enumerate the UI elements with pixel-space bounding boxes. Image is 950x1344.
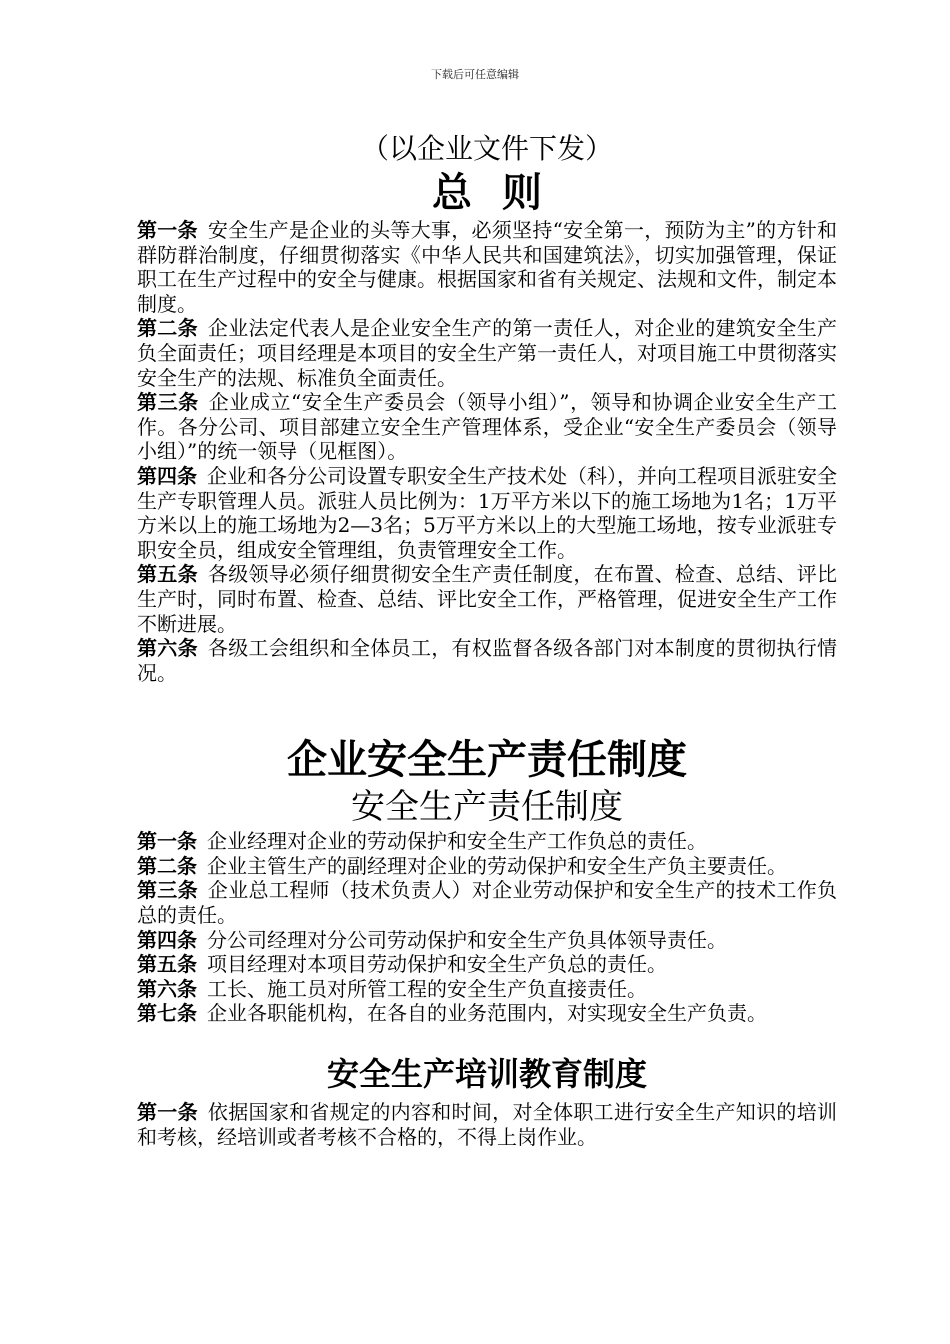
- article-label: 第六条: [137, 636, 198, 661]
- issue-note: （以企业文件下发）: [360, 132, 613, 165]
- header-note: 下载后可任意编辑: [431, 68, 519, 81]
- responsibility-subtitle: 安全生产责任制度: [351, 787, 623, 828]
- article: [137, 636, 837, 685]
- article-text: 依据国家和省规定的内容和时间，对全体职工进行安全生产知识的培训和考核，经培训或者考核不合格的，不得上岗作业。: [137, 1100, 838, 1149]
- article-label: 第五条: [137, 562, 198, 587]
- article-label: 第三条: [137, 878, 198, 903]
- article-label: 第三条: [137, 390, 199, 415]
- article-text: 分公司经理对分公司劳动保护和安全生产负具体领导责任。: [207, 927, 727, 952]
- article-label: 第五条: [137, 952, 197, 977]
- article-text: 各级工会组织和全体员工，有权监督各级各部门对本制度的贯彻执行情况。: [137, 636, 838, 685]
- article-label: 第六条: [137, 976, 197, 1001]
- article-text: 企业总工程师（技术负责人）对企业劳动保护和安全生产的技术工作负总的责任。: [137, 878, 838, 928]
- article-label: 第二条: [137, 316, 198, 341]
- article-label: 第二条: [137, 853, 197, 878]
- article: [137, 854, 837, 879]
- article-label: 第一条: [137, 218, 198, 242]
- article-text: 工长、施工员对所管工程的安全生产负直接责任。: [207, 976, 647, 1001]
- article-label: 第七条: [137, 1001, 197, 1026]
- article-label: 第四条: [137, 463, 197, 488]
- article-label: 第一条: [137, 829, 197, 854]
- article-text: 企业主管生产的副经理对企业的劳动保护和安全生产负主要责任。: [207, 853, 787, 878]
- article: [137, 390, 837, 464]
- article: [137, 1001, 837, 1026]
- article: [137, 562, 837, 636]
- article-text: 企业成立“安全生产委员会（领导小组）”，领导和协调企业安全生产工作。各分公司、项目部建立安全生产管理体系，受企业“安全生产委员会（领导小组）”的统一领导（见框图）。: [137, 390, 838, 464]
- article: [137, 829, 837, 854]
- article: [137, 1100, 837, 1149]
- article: [137, 464, 837, 562]
- article: [137, 878, 837, 927]
- article-label: 第四条: [137, 927, 197, 952]
- general-articles: [137, 218, 837, 685]
- training-articles: [137, 1100, 837, 1149]
- responsibility-articles: [137, 829, 837, 1026]
- article: [137, 977, 837, 1002]
- article-label: 第一条: [137, 1100, 198, 1125]
- training-title: 安全生产培训教育制度: [326, 1055, 647, 1094]
- general-title: 总则: [432, 169, 572, 216]
- article-text: 各级领导必须仔细贯彻安全生产责任制度，在布置、检查、总结、评比生产时，同时布置、检查、总结、评比安全工作，严格管理，促进安全生产工作不断进展。: [137, 562, 838, 636]
- article: [137, 952, 837, 977]
- article-text: 项目经理对本项目劳动保护和安全生产负总的责任。: [207, 952, 667, 977]
- article-text: 企业和各分公司设置专职安全生产技术处（科），并向工程项目派驻安全生产专职管理人员。派驻人员比例为：1万平方米以下的施工场地为1名；1万平方米以上的施工场地为2—3名；5万平方米以上的大型施工场地，按专业派驻专职安全员，组成安全管理组，负责管理安全工作。: [137, 463, 837, 562]
- article-text: 企业各职能机构，在各自的业务范围内，对实现安全生产负责。: [207, 1001, 767, 1026]
- article: [137, 218, 837, 316]
- article: [137, 316, 837, 390]
- article-text: 企业法定代表人是企业安全生产的第一责任人，对企业的建筑安全生产负全面责任；项目经理是本项目的安全生产第一责任人，对项目施工中贯彻落实安全生产的法规、标准负全面责任。: [137, 316, 838, 390]
- document-body: [137, 130, 837, 1149]
- responsibility-title: 企业安全生产责任制度: [287, 736, 687, 784]
- article-text: 企业经理对企业的劳动保护和安全生产工作负总的责任。: [207, 829, 707, 854]
- article-text: 安全生产是企业的头等大事，必须坚持“安全第一，预防为主”的方针和群防群治制度，仔细贯彻落实《中华人民共和国建筑法》，切实加强管理，保证职工在生产过程中的安全与健康。根据国家和省有关规定、法规和文件，制定本制度。: [137, 218, 837, 316]
- article: [137, 928, 837, 953]
